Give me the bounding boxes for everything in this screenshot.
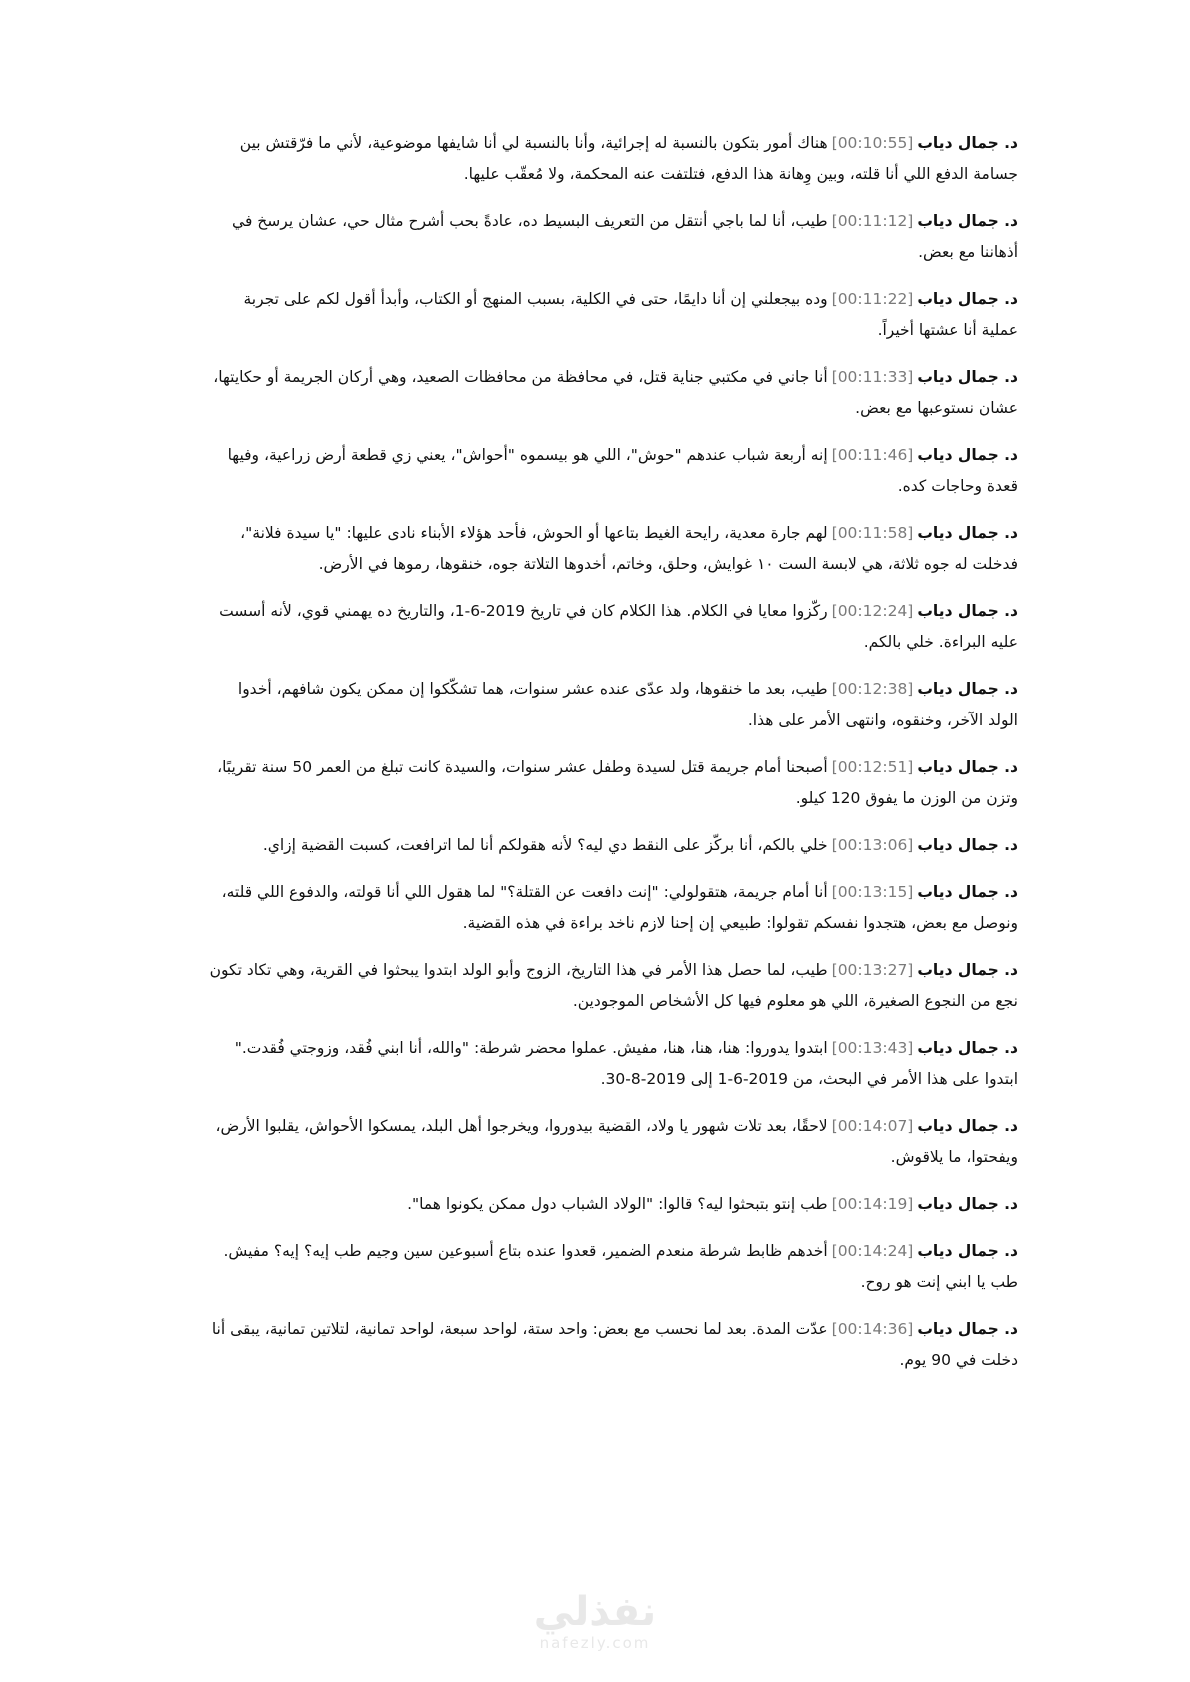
speaker-name: د. جمال دياب [917,290,1018,308]
speaker-name: د. جمال دياب [917,680,1018,698]
transcript-paragraph [205,877,1018,939]
speaker-name: د. جمال دياب [917,134,1018,152]
paragraph-text: طيب، أنا لما باجي أنتقل من التعريف البسيط ده، عادةً بحب أشرح مثال حي، عشان يرسخ في أذهاننا مع بعض. [232,212,1018,261]
paragraph-text: إنه أربعة شباب عندهم "حوش"، اللي هو بيسموه "أحواش"، يعني زي قطعة أرض زراعية، وفيها قعدة وحاجات كده. [227,446,1018,495]
transcript-paragraph [205,1111,1018,1173]
speaker-name: د. جمال دياب [917,1195,1018,1213]
paragraph-text: طيب، لما حصل هذا الأمر في هذا التاريخ، الزوج وأبو الولد ابتدوا يبحثوا في القرية، وهي تكاد تكون نجع من النجوع الصغيرة، اللي هو معلوم فيها كل الأشخاص الموجودين. [209,961,1018,1010]
speaker-name: د. جمال دياب [917,212,1018,230]
transcript-paragraph [205,1314,1018,1376]
paragraph-text: طب إنتو بتبحثوا ليه؟ قالوا: "الولاد الشباب دول ممكن يكونوا هما". [407,1195,828,1213]
paragraph-text: أنا أمام جريمة، هتقولولي: "إنت دافعت عن القتلة؟" لما هقول اللي أنا قولته، والدفوع اللي قلته، ونوصل مع بعض، هتجدوا نفسكم تقولوا: طبيعي إن إحنا لازم ناخد براءة في هذه القضية. [221,883,1018,932]
timestamp: [00:13:27] [831,961,914,979]
timestamp: [00:11:58] [831,524,914,542]
speaker-name: د. جمال دياب [917,883,1018,901]
paragraph-text: أنا جاني في مكتبي جناية قتل، في محافظة من محافظات الصعيد، وهي أركان الجريمة أو حكايتها، عشان نستوعبها مع بعض. [213,368,1018,417]
paragraph-text: ابتدوا يدوروا: هنا، هنا، هنا، مفيش. عملوا محضر شرطة: "والله، أنا ابني فُقد، وزوجتي فُقدت." ابتدوا على هذا الأمر في البحث، من 2019-6-1 إلى 2019-8-30. [234,1039,1018,1088]
speaker-name: د. جمال دياب [917,1039,1018,1057]
speaker-name: د. جمال دياب [917,836,1018,854]
transcript-paragraph [205,955,1018,1017]
paragraph-text: هناك أمور بتكون بالنسبة له إجرائية، وأنا بالنسبة لي أنا شايفها موضوعية، لأني ما فرّقتش بين جسامة الدفع اللي أنا قلته، وبين وِهانة هذا الدفع، فتلتفت عنه المحكمة، ولا مُعقّب عليها. [239,134,1018,183]
speaker-name: د. جمال دياب [917,446,1018,464]
transcript-paragraph [205,830,1018,861]
speaker-name: د. جمال دياب [917,1320,1018,1338]
paragraph-text: لاحقًا، بعد تلات شهور يا ولاد، القضية بيدوروا، ويخرجوا أهل البلد، يمسكوا الأحواش، يقلبوا الأرض، ويفحتوا، ما يلاقوش. [215,1117,1018,1166]
transcript-paragraph [205,440,1018,502]
timestamp: [00:13:43] [831,1039,914,1057]
paragraph-text: خلي بالكم، أنا بركّز على النقط دي ليه؟ لأنه هقولكم أنا لما اترافعت، كسبت القضية إزاي. [262,836,828,854]
transcript-paragraph [205,128,1018,190]
speaker-name: د. جمال دياب [917,758,1018,776]
transcript-paragraph [205,1189,1018,1220]
speaker-name: د. جمال دياب [917,524,1018,542]
timestamp: [00:13:06] [831,836,914,854]
paragraph-text: عدّت المدة. بعد لما نحسب مع بعض: واحد ستة، لواحد سبعة، لواحد تمانية، لتلاتين تمانية، يبقى أنا دخلت في 90 يوم. [211,1320,1018,1369]
timestamp: [00:11:33] [831,368,914,386]
timestamp: [00:14:19] [831,1195,914,1213]
speaker-name: د. جمال دياب [917,1117,1018,1135]
timestamp: [00:11:46] [831,446,914,464]
timestamp: [00:12:38] [831,680,914,698]
speaker-name: د. جمال دياب [917,602,1018,620]
paragraph-text: وده بيجعلني إن أنا دايمًا، حتى في الكلية، بسبب المنهج أو الكتاب، وأبدأ أقول لكم على تجربة عملية أنا عشتها أخيراً. [243,290,1018,339]
speaker-name: د. جمال دياب [917,368,1018,386]
transcript-paragraph [205,284,1018,346]
timestamp: [00:11:12] [831,212,914,230]
transcript-paragraph [205,206,1018,268]
paragraph-text: أصبحنا أمام جريمة قتل لسيدة وطفل عشر سنوات، والسيدة كانت تبلغ من العمر 50 سنة تقريبًا، وتزن من الوزن ما يفوق 120 كيلو. [217,758,1018,807]
transcript-document [205,128,1018,1392]
timestamp: [00:12:51] [831,758,914,776]
timestamp: [00:14:36] [831,1320,914,1338]
transcript-paragraph [205,362,1018,424]
timestamp: [00:14:24] [831,1242,914,1260]
paragraph-text: طيب، بعد ما خنقوها، ولد عدّى عنده عشر سنوات، هما تشكّكوا إن ممكن يكون شافهم، أخدوا الولد الآخر، وخنقوه، وانتهى الأمر على هذا. [237,680,1018,729]
speaker-name: د. جمال دياب [917,1242,1018,1260]
watermark-url: nafezly.com [539,1634,651,1652]
paragraph-text: أخدهم ظابط شرطة منعدم الضمير، قعدوا عنده بتاع أسبوعين سين وجيم طب إيه؟ إيه؟ مفيش. طب يا ابني إنت هو روح. [223,1242,1018,1291]
timestamp: [00:14:07] [831,1117,914,1135]
timestamp: [00:12:24] [831,602,914,620]
timestamp: [00:13:15] [831,883,914,901]
nafezly-watermark [0,1590,1190,1652]
transcript-paragraph [205,596,1018,658]
transcript-paragraph [205,1033,1018,1095]
paragraph-text: ركّزوا معايا في الكلام. هذا الكلام كان في تاريخ 2019-6-1، والتاريخ ده يهمني قوي، لأنه أسست عليه البراءة. خلي بالكم. [219,602,1018,651]
transcript-paragraph [205,674,1018,736]
timestamp: [00:10:55] [831,134,914,152]
paragraph-text: لهم جارة معدية، رايحة الغيط بتاعها أو الحوش، فأحد هؤلاء الأبناء نادى عليها: "يا سيدة فلانة"، فدخلت له جوه ثلاثة، هي لابسة الست ١٠ غوايش، وحلق، وخاتم، أخدوها التلاتة جوه، خنقوها، رموها في الأرض. [240,524,1018,573]
transcript-paragraph [205,1236,1018,1298]
transcript-paragraph [205,752,1018,814]
transcript-paragraph [205,518,1018,580]
speaker-name: د. جمال دياب [917,961,1018,979]
watermark-logo: نفذلي [533,1589,657,1635]
timestamp: [00:11:22] [831,290,914,308]
